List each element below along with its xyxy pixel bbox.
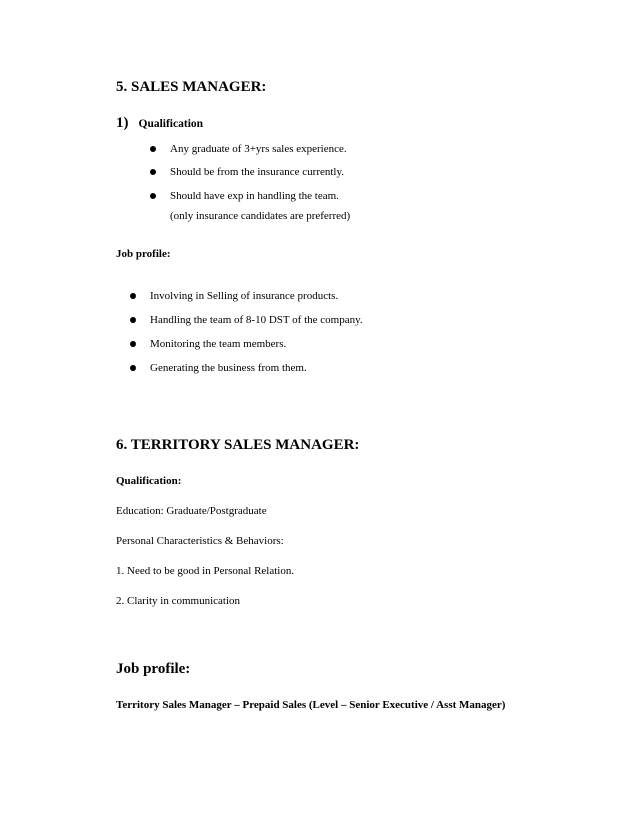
bullet-icon: [150, 193, 156, 199]
qualification-item-text: Should be from the insurance currently.: [170, 166, 345, 178]
education-line: Education: Graduate/Postgraduate: [116, 505, 267, 517]
qualification-heading: [116, 114, 203, 132]
bullet-icon: [130, 317, 136, 323]
qualification-item: [150, 190, 339, 202]
job-profile-item-text: Monitoring the team members.: [150, 338, 287, 350]
job-profile-item: [130, 338, 286, 350]
job-profile-item-text: Generating the business from them.: [150, 362, 307, 374]
tsm-job-profile-label: Job profile:: [116, 661, 191, 677]
qualification-note: (only insurance candidates are preferred): [170, 210, 351, 222]
job-profile-item-text: Involving in Selling of insurance products.: [150, 290, 339, 302]
tsm-role-line: Territory Sales Manager – Prepaid Sales (Level – Senior Executive / Asst Manager): [116, 699, 506, 711]
job-profile-label: Job profile:: [116, 248, 171, 260]
bullet-icon: [150, 169, 156, 175]
qualification-item-text: Should have exp in handling the team.: [170, 190, 339, 202]
job-profile-item: [130, 314, 363, 326]
job-profile-item-text: Handling the team of 8-10 DST of the company.: [150, 314, 363, 326]
qualification-number: 1): [116, 115, 129, 131]
bullet-icon: [130, 365, 136, 371]
qualification-item-text: Any graduate of 3+yrs sales experience.: [170, 143, 347, 155]
job-profile-item: [130, 362, 307, 374]
job-profile-item: [130, 290, 338, 302]
section-5-heading: 5. SALES MANAGER:: [116, 79, 267, 95]
bullet-icon: [130, 341, 136, 347]
bullet-icon: [150, 146, 156, 152]
personal-characteristics-line: Personal Characteristics & Behaviors:: [116, 535, 284, 547]
qualification-item: [150, 166, 344, 178]
tsm-qualification-label: Qualification:: [116, 475, 182, 487]
section-6-heading: 6. TERRITORY SALES MANAGER:: [116, 437, 360, 453]
point-2: 2. Clarity in communication: [116, 595, 241, 607]
bullet-icon: [130, 293, 136, 299]
point-1: 1. Need to be good in Personal Relation.: [116, 565, 295, 577]
qualification-item: [150, 143, 347, 155]
qualification-label: Qualification: [138, 118, 204, 130]
